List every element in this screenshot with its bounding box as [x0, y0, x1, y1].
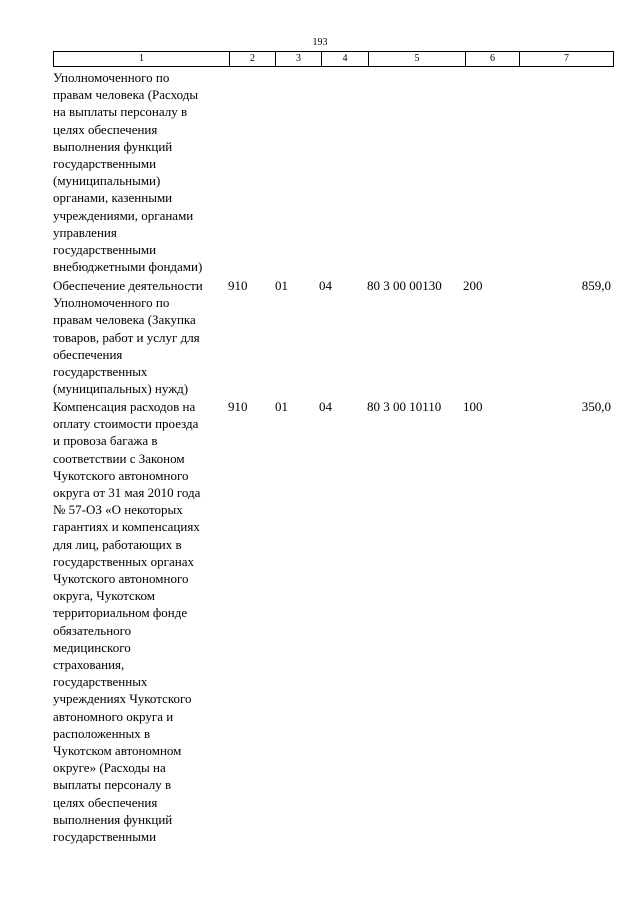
row-amount: 859,0	[581, 278, 611, 293]
column-header-row	[53, 51, 614, 67]
row-description: Уполномоченного по правам человека (Расходы на выплаты персоналу в целях обеспечения выполнения функций государственными (муниципальными) органами, казенными учреждениями, органами управления государственными внебюджетными фондами)	[53, 70, 203, 275]
row-section-code: 01	[275, 278, 288, 293]
column-header-5: 5	[369, 52, 466, 67]
row-amount: 350,0	[581, 399, 611, 414]
column-header-3: 3	[276, 52, 322, 67]
row-ministry-code: 910	[228, 278, 248, 293]
column-header-6: 6	[466, 52, 520, 67]
row-description: Компенсация расходов на оплату стоимости проезда и провоза багажа в соответствии с Законом Чукотского автономного округа от 31 мая 2010 года № 57-ОЗ «О некоторых гарантиях и компенсациях для лиц, работающих в государственных органах Чукотского автономного округа, Чукотском территориальном фонде обязательного медицинского страхования, государственных учреждениях Чукотского автономного округа и расположенных в Чукотском автономном округе» (Расходы на выплаты персоналу в целях обеспечения выполнения функций государственными	[53, 399, 201, 845]
column-header-2: 2	[230, 52, 276, 67]
column-header-4: 4	[322, 52, 369, 67]
row-description: Обеспечение деятельности Уполномоченного по правам человека (Закупка товаров, работ и услуг для обеспечения государственных (муниципальных) нужд)	[53, 278, 203, 397]
row-target-code: 80 3 00 00130	[367, 278, 442, 293]
row-subsection-code: 04	[319, 278, 332, 293]
column-header-7: 7	[520, 52, 614, 67]
column-header-1: 1	[54, 52, 230, 67]
row-expense-type: 200	[463, 278, 483, 293]
row-target-code: 80 3 00 10110	[367, 399, 442, 414]
row-ministry-code: 910	[228, 399, 248, 414]
row-expense-type: 100	[463, 399, 483, 414]
page-number: 193	[312, 37, 328, 48]
row-subsection-code: 04	[319, 399, 332, 414]
row-section-code: 01	[275, 399, 288, 414]
